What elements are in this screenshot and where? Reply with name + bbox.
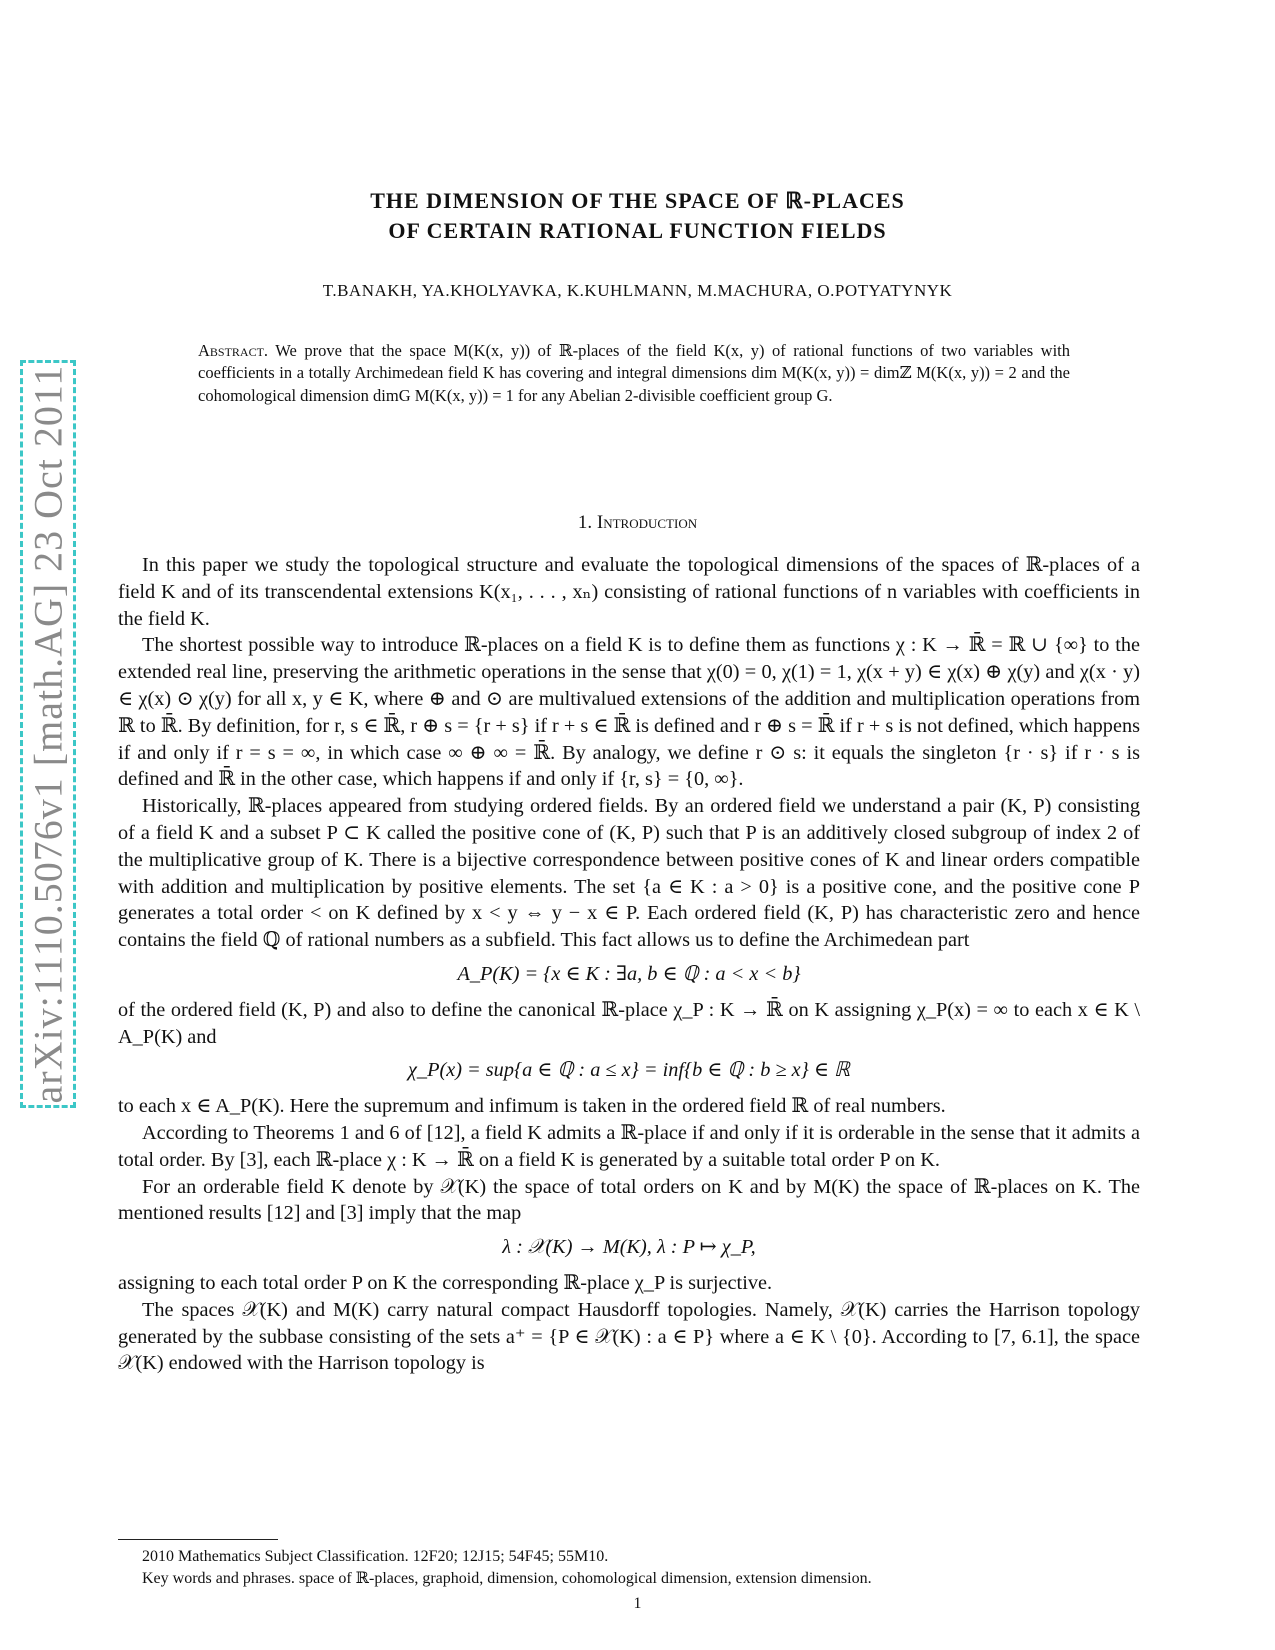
paragraph-5: to each x ∈ A_P(K). Here the supremum and infimum is taken in the ordered field ℝ of real numbers. <box>118 1095 946 1118</box>
footnote-keywords: Key words and phrases. space of ℝ-places, graphoid, dimension, cohomological dimension, extension dimension. <box>142 1570 872 1587</box>
footnotes <box>118 1546 1140 1590</box>
title-line-1: THE DIMENSION OF THE SPACE OF ℝ-PLACES <box>370 188 905 213</box>
body-text <box>118 552 1140 1377</box>
equation-canonical-place: χ_P(x) = sup{a ∈ ℚ : a ≤ x} = inf{b ∈ ℚ : b ≥ x} ∈ ℝ <box>408 1059 850 1082</box>
paragraph-2: The shortest possible way to introduce ℝ-places on a field K is to define them as functions χ : K → ℝ̄ = ℝ ∪ {∞} to the extended real line, preserving the arithmetic operations in the sense that χ(0) = 0, χ(1) = 1, χ(x + y) ∈ χ(x) ⊕ χ(y) and χ(x · y) ∈ χ(x) ⊙ χ(y) for all x, y ∈ K, where ⊕ and ⊙ are multivalued extensions of the addition and multiplication operations from ℝ to ℝ̄. By definition, for r, s ∈ ℝ̄, r ⊕ s = {r + s} if r + s ∈ ℝ̄ is defined and r ⊕ s = ℝ̄ if r + s is not defined, which happens if and only if r = s = ∞, in which case ∞ ⊕ ∞ = ℝ̄. By analogy, we define r ⊙ s: it equals the singleton {r · s} if r · s is defined and ℝ̄ in the other case, which happens if and only if {r, s} = {0, ∞}. <box>118 634 1140 791</box>
page-number: 1 <box>633 1595 642 1612</box>
paragraph-4: of the ordered field (K, P) and also to define the canonical ℝ-place χ_P : K → ℝ̄ on K assigning χ_P(x) = ∞ to each x ∈ K \ A_P(K) and <box>118 998 1140 1048</box>
paragraph-1: In this paper we study the topological structure and evaluate the topological dimensions of the spaces of ℝ-places of a field K and of its transcendental extensions K(x₁, . . . , xₙ) consisting of rational functions of n variables with coefficients in the field K. <box>118 554 1140 630</box>
arxiv-stamp-text: arXiv:1110.5076v1 [math.AG] 23 Oct 2011 <box>25 364 71 1104</box>
abstract-label: Abstract. <box>198 341 269 360</box>
title-line-2: OF CERTAIN RATIONAL FUNCTION FIELDS <box>388 218 887 243</box>
section-number: 1. <box>577 512 593 533</box>
section-heading <box>0 512 1275 534</box>
section-title: Introduction <box>596 512 698 533</box>
authors: T.BANAKH, YA.KHOLYAVKA, K.KUHLMANN, M.MACHURA, O.POTYATYNYK <box>322 281 953 300</box>
equation-archimedean-part: A_P(K) = {x ∈ K : ∃a, b ∈ ℚ : a < x < b} <box>457 962 801 985</box>
paragraph-8: assigning to each total order P on K the corresponding ℝ-place χ_P is surjective. <box>118 1271 773 1294</box>
abstract <box>198 340 1070 407</box>
equation-lambda-map: λ : 𝒳(K) → M(K), λ : P ↦ χ_P, <box>502 1236 756 1259</box>
paragraph-6: According to Theorems 1 and 6 of [12], a field K admits a ℝ-place if and only if it is orderable in the sense that it admits a total order. By [3], each ℝ-place χ : K → ℝ̄ on a field K is generated by a suitable total order P on K. <box>118 1121 1140 1171</box>
footnote-msc: 2010 Mathematics Subject Classification. 12F20; 12J15; 54F45; 55M10. <box>142 1548 609 1565</box>
arxiv-stamp <box>20 360 76 1108</box>
paragraph-9: The spaces 𝒳(K) and M(K) carry natural compact Hausdorff topologies. Namely, 𝒳(K) carries the Harrison topology generated by the subbase consisting of the sets a⁺ = {P ∈ 𝒳(K) : a ∈ P} where a ∈ K \ {0}. According to [7, 6.1], the space 𝒳(K) endowed with the Harrison topology is <box>118 1298 1140 1375</box>
footnote-rule <box>118 1539 278 1540</box>
abstract-text: We prove that the space M(K(x, y)) of ℝ-places of the field K(x, y) of rational functions of two variables with coefficients in a totally Archimedean field K has covering and integral dimensions dim M(K(x, y)) = dimℤ M(K(x, y)) = 2 and the cohomological dimension dimG M(K(x, y)) = 1 for any Abelian 2-divisible coefficient group G. <box>198 341 1071 405</box>
paragraph-7: For an orderable field K denote by 𝒳(K) the space of total orders on K and by M(K) the space of ℝ-places on K. The mentioned results [12] and [3] imply that the map <box>118 1175 1140 1225</box>
paper-title <box>0 186 1275 246</box>
paragraph-3: Historically, ℝ-places appeared from studying ordered fields. By an ordered field we understand a pair (K, P) consisting of a field K and a subset P ⊂ K called the positive cone of (K, P) such that P is an additively closed subgroup of index 2 of the multiplicative group of K. There is a bijective correspondence between positive cones of K and linear orders compatible with addition and multiplication by positive elements. The set {a ∈ K : a > 0} is a positive cone, and the positive cone P generates a total order < on K defined by x < y ⇔ y − x ∈ P. Each ordered field (K, P) has characteristic zero and hence contains the field ℚ of rational numbers as a subfield. This fact allows us to define the Archimedean part <box>118 795 1140 952</box>
